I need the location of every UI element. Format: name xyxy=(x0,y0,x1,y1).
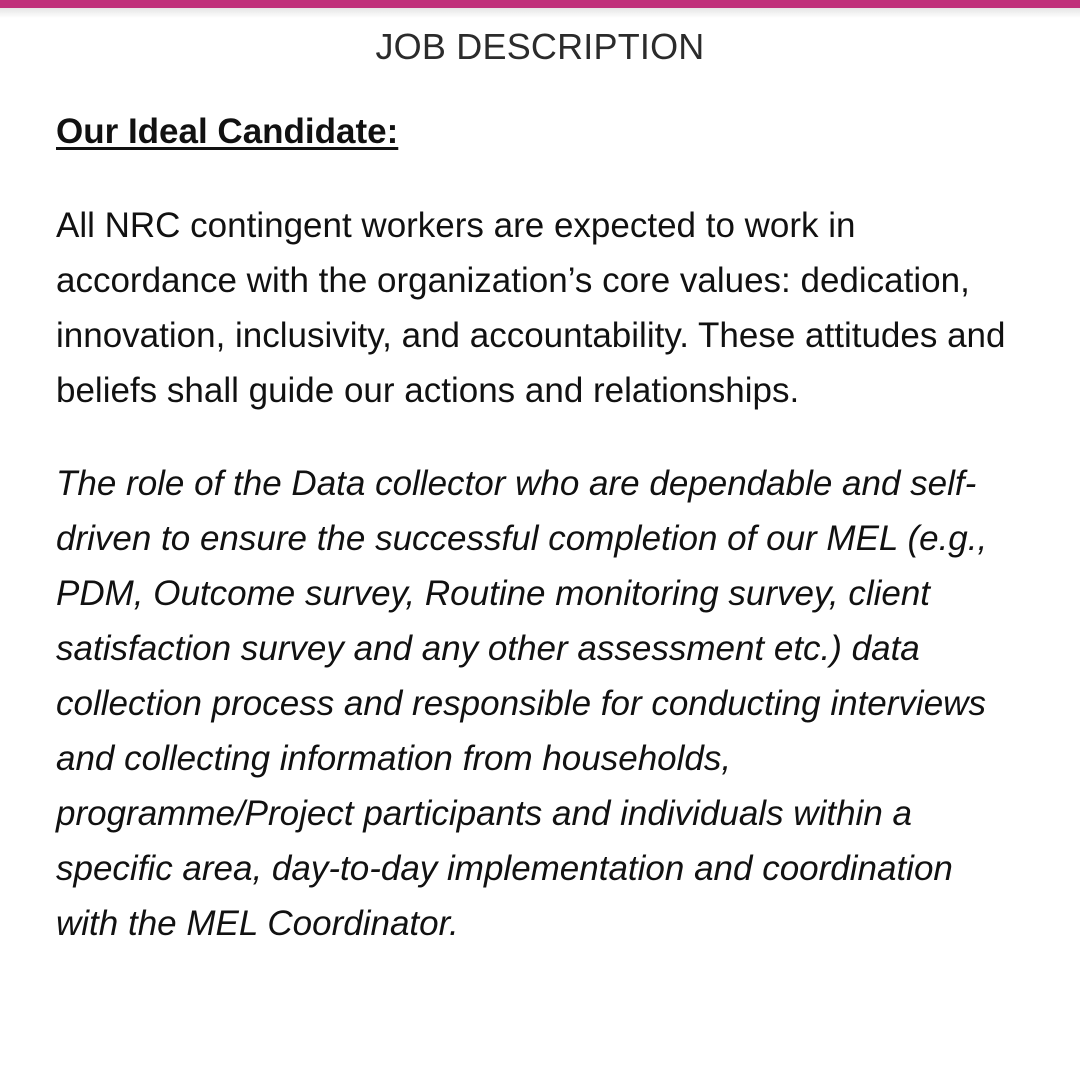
role-description-paragraph: The role of the Data collector who are dependable and self-driven to ensure the successful completion of our MEL (e.g., PDM, Outcome survey, Routine monitoring survey, client satisfaction survey and any other assessment etc.) data collection process and responsible for conducting interviews and collecting information from households, programme/Project participants and individuals within a specific area, day-to-day implementation and coordination with the MEL Coordinator. xyxy=(56,464,988,943)
top-accent-bar xyxy=(0,0,1080,8)
header-shadow xyxy=(0,8,1080,18)
job-description-content xyxy=(56,108,1036,951)
section-title: JOB DESCRIPTION xyxy=(375,26,705,67)
ideal-candidate-heading: Our Ideal Candidate: xyxy=(56,112,399,151)
core-values-paragraph: All NRC contingent workers are expected to work in accordance with the organization’s core values: dedication, innovation, inclusivity, and accountability. These attitudes and beliefs shall guide our actions and relationships. xyxy=(56,206,1006,410)
